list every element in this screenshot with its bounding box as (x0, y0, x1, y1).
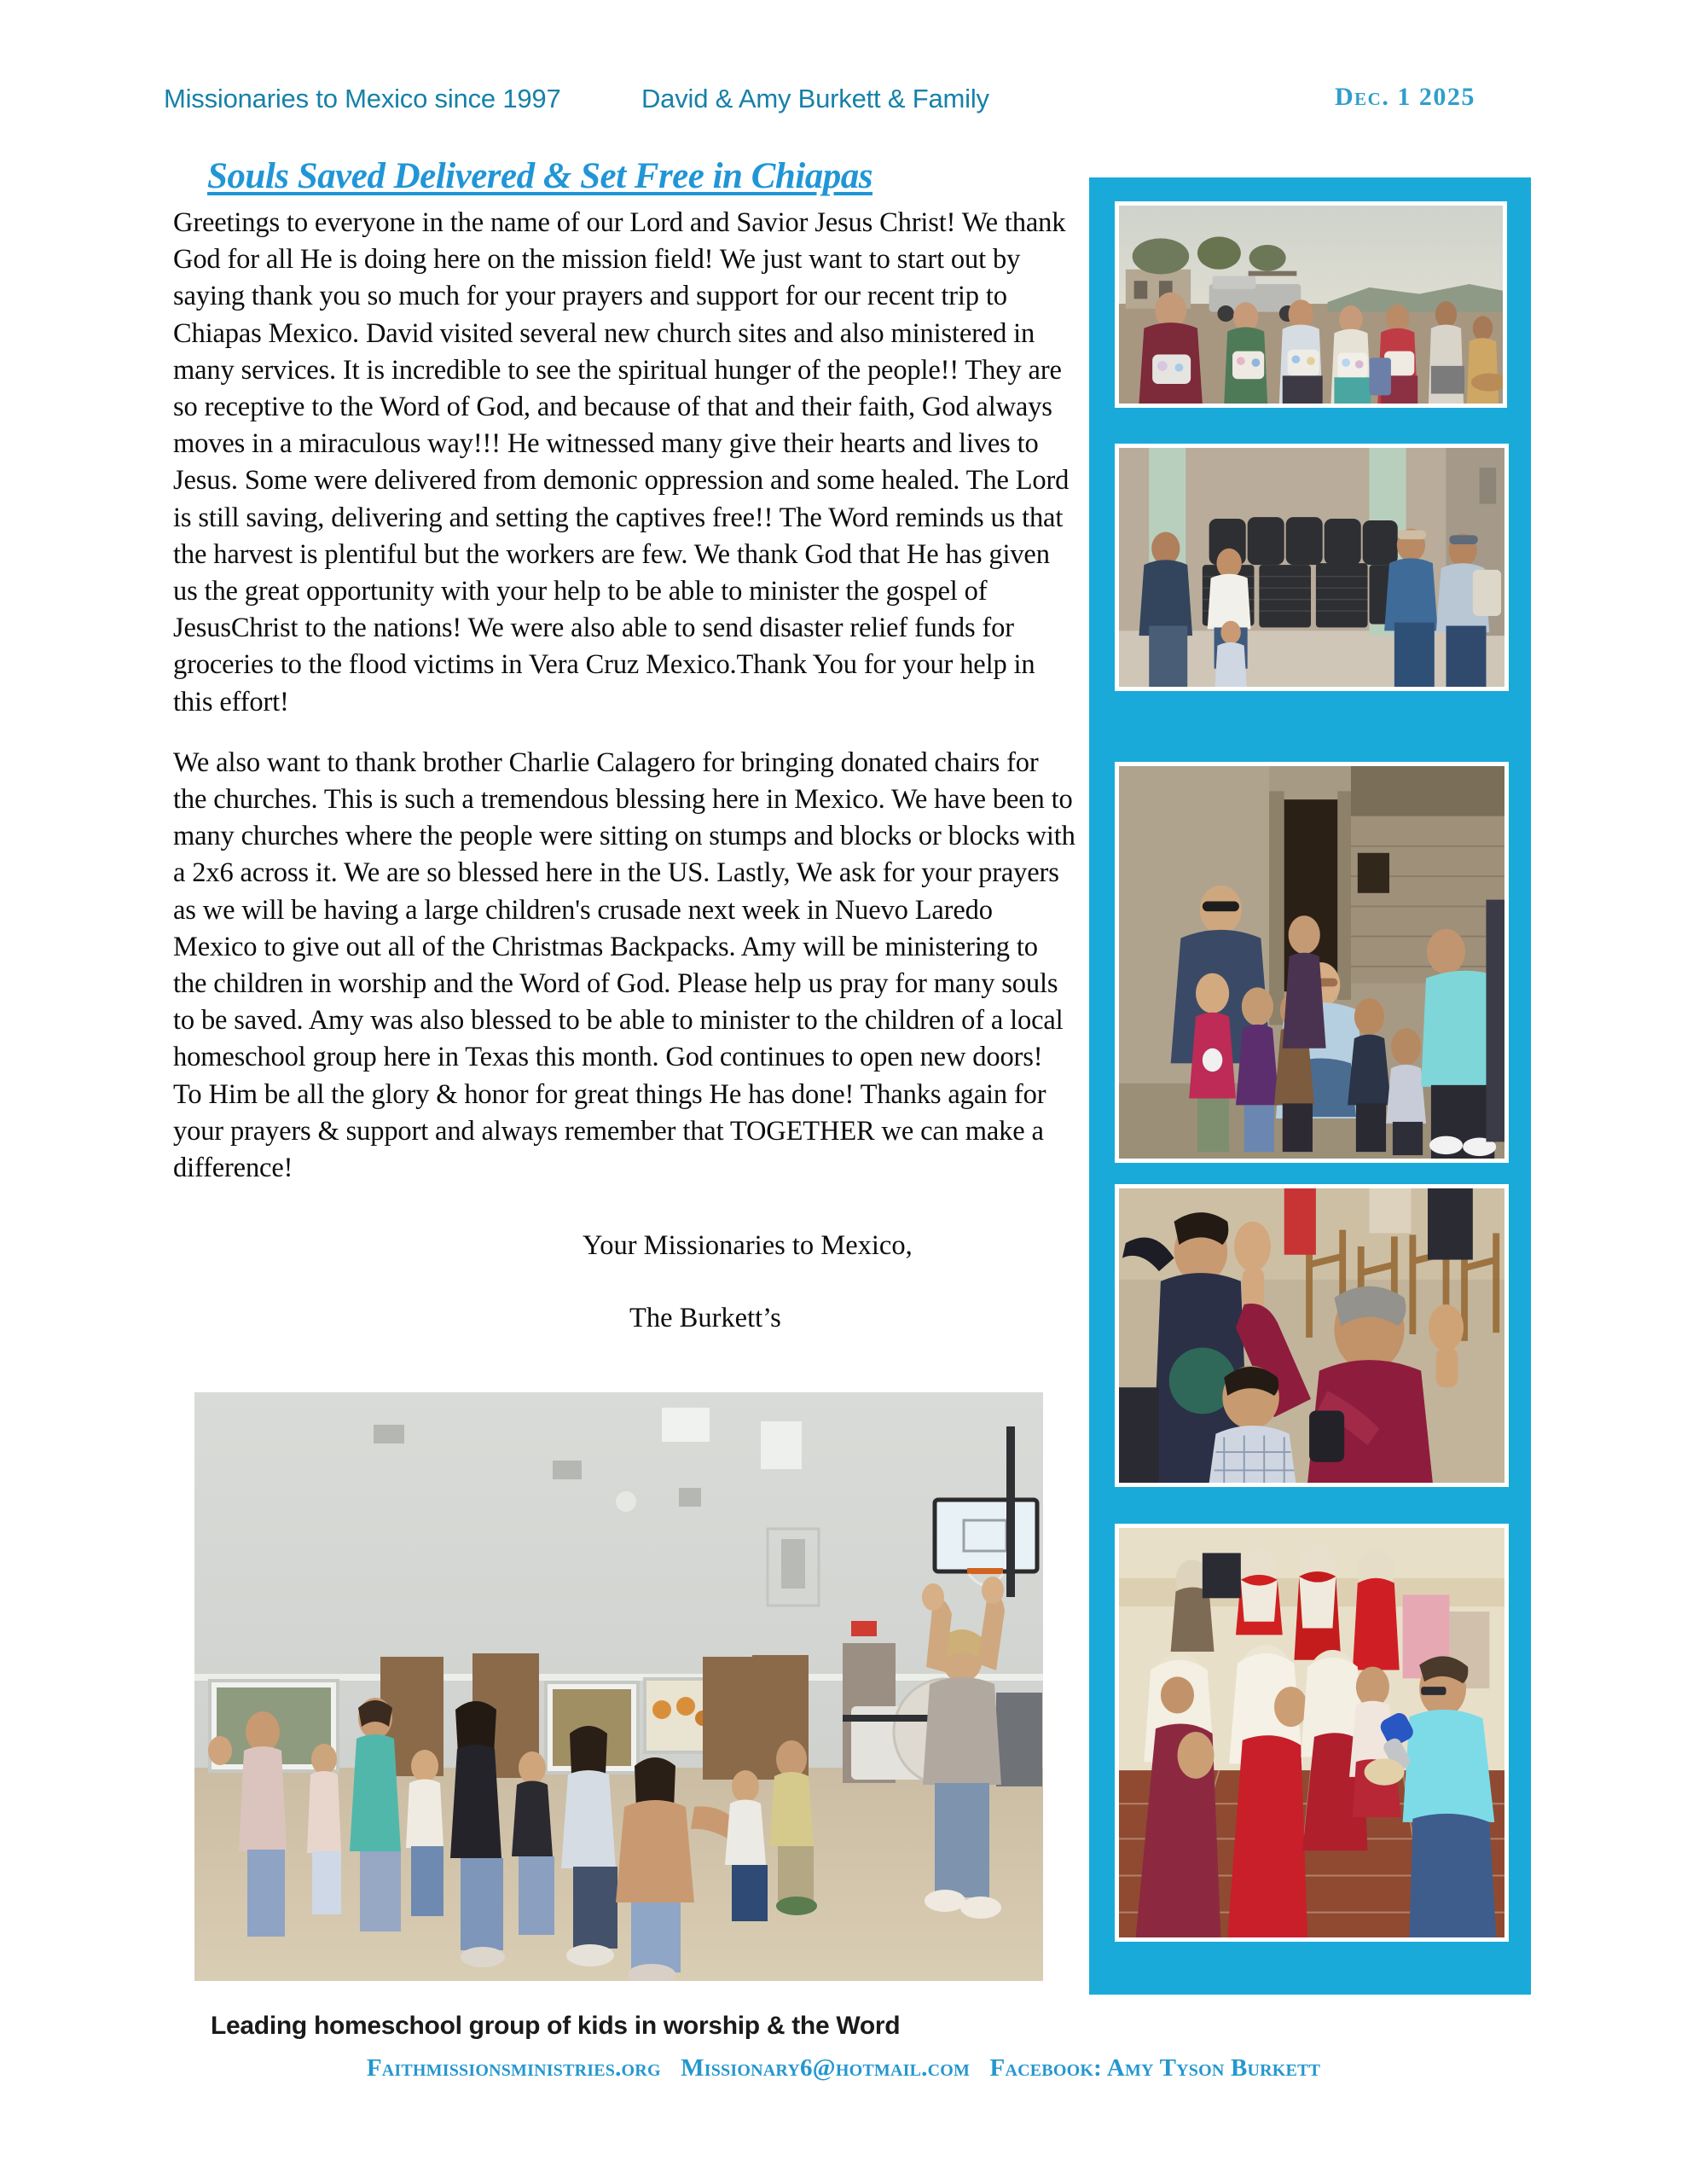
photo-prayer-hands-raised-image (1119, 1188, 1504, 1483)
photo-missionaries-with-children (1115, 762, 1509, 1163)
photo-church-service-ministry (1115, 1524, 1509, 1942)
letter-paragraph-2: We also want to thank brother Charlie Calagero for bringing donated chairs for the churches. This is such a tremendous blessing here in Mexico. We have been to many churches where the people were sitting on stumps and blocks or blocks with a 2x6 across it. We are so blessed here in the US. Lastly, We ask for your prayers as we will be having a large children's crusade next week in Nuevo Laredo Mexico to give out all of the Christmas Backpacks. Amy will be ministering to the children in worship and the Word of God. Please help us pray for many souls to be saved. Amy was also blessed to be able to minister to the children of a local homeschool group here in Texas this month. God continues to open new doors! To Him be all the glory & honor for great things He has done! Thanks again for your prayers & support and always remember that TOGETHER we can make a difference! (173, 746, 1075, 1184)
photo-donated-chairs-image (1119, 448, 1504, 687)
signoff-line-2: The Burkett’s (629, 1303, 781, 1334)
header-date: Dec. 1 2025 (1335, 83, 1475, 111)
header-family-name: David & Amy Burkett & Family (641, 84, 989, 113)
photo-sidebar-panel (1089, 177, 1531, 1995)
photo-missionaries-with-children-image (1119, 766, 1504, 1159)
photo-church-service-ministry-image (1119, 1528, 1504, 1937)
footer-email[interactable]: Missionary6@hotmail.com (681, 2054, 971, 2082)
page-title: Souls Saved Delivered & Set Free in Chiapas (207, 156, 872, 196)
footer-facebook[interactable]: Facebook: Amy Tyson Burkett (989, 2054, 1321, 2082)
photo-food-distribution (1115, 201, 1507, 408)
contact-footer (0, 2054, 1687, 2082)
newsletter-body (173, 205, 1077, 1337)
photo-homeschool-worship (194, 1392, 1043, 1981)
photo-prayer-hands-raised (1115, 1184, 1509, 1487)
header-tagline: Missionaries to Mexico since 1997 (164, 84, 561, 113)
signoff-line-1: Your Missionaries to Mexico, (583, 1230, 913, 1262)
photo-caption: Leading homeschool group of kids in worship & the Word (211, 2012, 901, 2040)
photo-food-distribution-image (1119, 206, 1503, 404)
footer-website[interactable]: Faithmissionsministries.org (366, 2054, 661, 2082)
photo-donated-chairs (1115, 444, 1509, 691)
page-header (0, 0, 1687, 136)
letter-paragraph-1: Greetings to everyone in the name of our Lord and Savior Jesus Christ! We thank God for all He is doing here on the mission field! We just want to start out by saying thank you so much for your prayers and support for our recent trip to Chiapas Mexico. David visited several new church sites and also ministered in many services. It is incredible to see the spiritual hunger of the people!! They are so receptive to the Word of God, and because of that and their faith, God always moves in a miraculous way!!! He witnessed many give their hearts and lives to Jesus. Some were delivered from demonic oppression and some healed. The Lord is still saving, delivering and setting the captives free!! The Word reminds us that the harvest is plentiful but the workers are few. We thank God that He has given us the great opportunity with your help to be able to minister the gospel of JesusChrist to the nations! We were also able to send disaster relief funds for groceries to the flood victims in Vera Cruz Mexico.Thank You for your help in this effort! (173, 207, 1070, 717)
